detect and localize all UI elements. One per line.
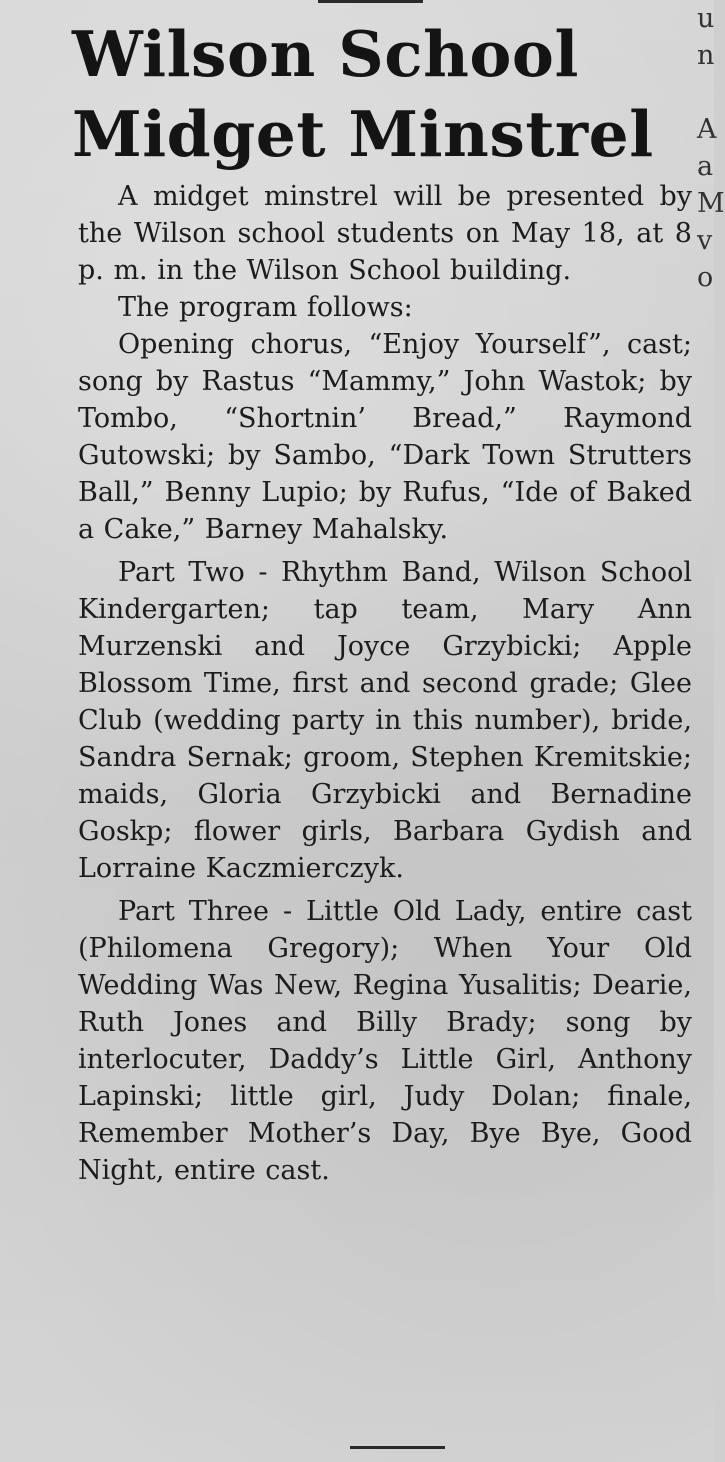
edge-fragment: M [697,188,725,219]
edge-fragment: v [697,225,713,256]
edge-fragment: A [697,114,717,145]
edge-fragment: o [697,262,714,293]
top-column-rule [318,0,423,3]
headline [72,14,672,174]
article-paragraph-part-one: Opening chorus, “Enjoy Yourself”, cast; song by Rastus “Mammy,” John Wastok; by Tombo, “Shortnin’ Bread,” Raymond Gutowski; by Sambo, “Dark Town Strutters Ball,” Benny Lupio; by Rufus, “Ide of Baked a Cake,” Barney Mahalsky. [78,329,692,545]
article-paragraph-part-two: Part Two - Rhythm Band, Wilson School Kindergarten; tap team, Mary Ann Murzenski and Joyce Grzybicki; Apple Blossom Time, first and second grade; Glee Club (wedding party in this number), bride, Sandra Sernak; groom, Stephen Kremitskie; maids, Gloria Grzybicki and Bernadine Goskp; flower girls, Barbara Gydish and Lorraine Kaczmierczyk. [78,557,692,884]
adjacent-column-edge [697,0,725,296]
bottom-column-rule [350,1446,445,1449]
edge-fragment: n [697,40,715,71]
article-paragraph-intro: A midget minstrel will be presented by the Wilson school students on May 18, at 8 p. m. in the Wilson School building. [78,181,692,286]
headline-line-1: Wilson School [72,17,579,91]
headline-line-2: Midget Minstrel [72,97,654,171]
article-body [78,178,692,1195]
edge-fragment: a [697,151,714,182]
edge-fragment [697,74,714,111]
edge-fragment: u [697,3,715,34]
article-paragraph-part-three: Part Three - Little Old Lady, entire cast (Philomena Gregory); When Your Old Wedding Was New, Regina Yusalitis; Dearie, Ruth Jones and Billy Brady; song by interlocuter, Daddy’s Little Girl, Anthony Lapinski; little girl, Judy Dolan; finale, Remember Mother’s Day, Bye Bye, Good Night, entire cast. [78,896,692,1186]
article-paragraph-program-label: The program follows: [118,292,413,323]
